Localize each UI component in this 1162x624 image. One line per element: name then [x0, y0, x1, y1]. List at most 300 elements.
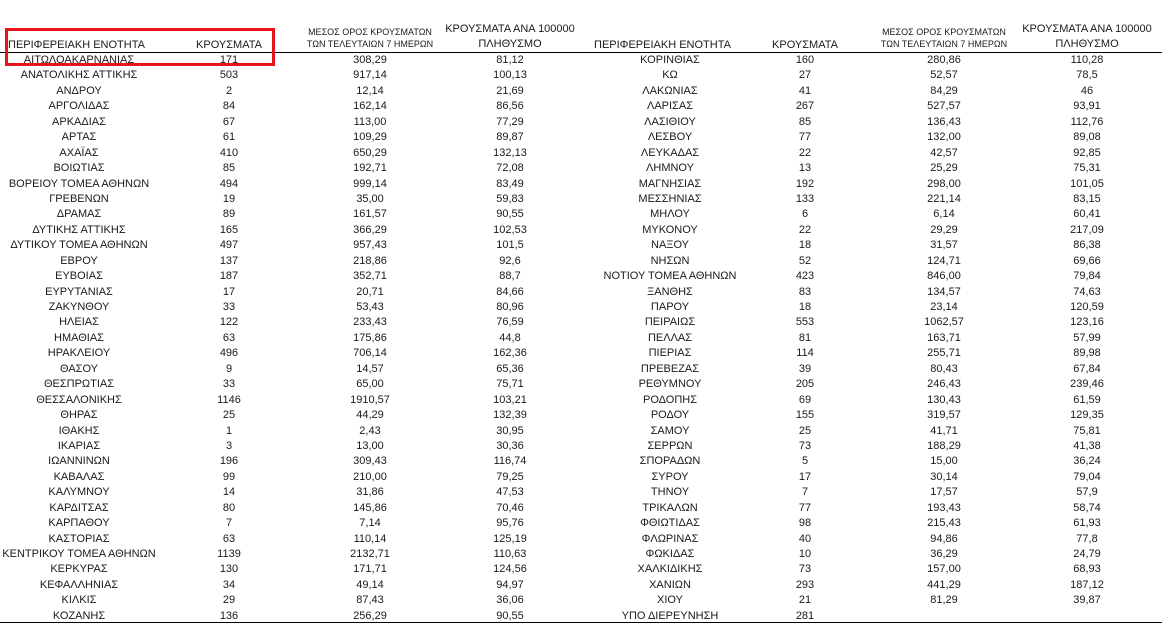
right-region-cell: ΝΟΤΙΟΥ ΤΟΜΕΑ ΑΘΗΝΩΝ: [603, 270, 737, 283]
table-row: [0, 161, 1162, 176]
left-per100k-cell: 162,36: [493, 347, 527, 360]
left-region-cell: ΑΡΤΑΣ: [61, 131, 97, 144]
right-cases-cell: 69: [798, 393, 812, 406]
left-avg7-cell: 210,00: [353, 470, 387, 483]
right-cases-cell: 81: [798, 331, 812, 344]
header-avg-right-line1: ΜΕΣΟΣ ΟΡΟΣ ΚΡΟΥΣΜΑΤΩΝ: [882, 27, 1006, 37]
right-per100k-cell: 69,66: [1073, 254, 1101, 267]
right-avg7-cell: 23,14: [930, 301, 958, 313]
right-region-cell: ΠΕΙΡΑΙΩΣ: [644, 316, 696, 329]
table-row: [0, 593, 1162, 608]
left-per100k-cell: 21,69: [496, 84, 524, 97]
right-avg7-cell: 255,71: [927, 347, 961, 360]
left-region-cell: ΚΕΦΑΛΛΗΝΙΑΣ: [39, 578, 119, 591]
left-avg7-cell: 309,43: [353, 455, 387, 468]
right-cases-cell: 423: [795, 270, 815, 283]
left-avg7-cell: 145,86: [353, 501, 387, 514]
left-region-cell: ΚΕΡΚΥΡΑΣ: [50, 563, 108, 576]
left-region-cell: ΗΡΑΚΛΕΙΟΥ: [47, 347, 111, 360]
left-avg7-cell: 957,43: [353, 239, 387, 252]
left-cases-cell: 196: [219, 455, 239, 468]
left-avg7-cell: 7,14: [359, 517, 381, 530]
left-avg7-cell: 352,71: [353, 270, 387, 283]
header-per100k-left: [440, 22, 580, 52]
left-avg7-cell: 706,14: [353, 347, 387, 360]
right-cases-cell: 85: [798, 115, 812, 128]
left-region-cell: ΒΟΙΩΤΙΑΣ: [53, 162, 105, 175]
left-cases-cell: 1: [225, 424, 233, 437]
right-per100k-cell: 93,91: [1073, 100, 1101, 113]
left-cases-cell: 33: [222, 378, 236, 391]
left-region-cell: ΓΡΕΒΕΝΩΝ: [49, 192, 109, 205]
left-per100k-cell: 30,36: [496, 439, 524, 452]
right-per100k-cell: 61,59: [1073, 393, 1101, 406]
left-cases-cell: 99: [222, 470, 236, 483]
right-cases-cell: 77: [798, 131, 812, 144]
left-per100k-cell: 84,66: [496, 285, 524, 298]
left-per100k-cell: 132,13: [493, 146, 527, 159]
right-avg7-cell: 42,57: [930, 146, 958, 159]
left-avg7-cell: 650,29: [353, 146, 387, 159]
right-region-cell: ΛΑΚΩΝΙΑΣ: [642, 84, 698, 97]
right-region-cell: ΚΟΡΙΝΘΙΑΣ: [640, 54, 700, 66]
right-region-cell: ΤΡΙΚΑΛΩΝ: [642, 501, 698, 514]
left-region-cell: ΗΜΑΘΙΑΣ: [54, 331, 104, 344]
left-cases-cell: 14: [222, 486, 236, 499]
left-region-cell: ΔΥΤΙΚΟΥ ΤΟΜΕΑ ΑΘΗΝΩΝ: [10, 239, 148, 252]
right-cases-cell: 27: [798, 69, 812, 82]
left-cases-cell: 3: [225, 439, 233, 452]
right-avg7-cell: 246,43: [927, 378, 961, 391]
right-region-cell: ΣΠΟΡΑΔΩΝ: [639, 455, 701, 468]
right-region-cell: ΡΕΘΥΜΝΟΥ: [638, 378, 702, 391]
right-per100k-cell: 89,08: [1073, 131, 1101, 144]
left-cases-cell: 34: [222, 578, 236, 591]
left-cases-cell: 33: [222, 301, 236, 313]
right-region-cell: ΠΑΡΟΥ: [650, 301, 690, 313]
right-region-cell: ΛΕΥΚΑΔΑΣ: [640, 146, 700, 159]
left-cases-cell: 410: [219, 146, 239, 159]
right-cases-cell: 5: [801, 455, 809, 468]
right-avg7-cell: 527,57: [927, 100, 961, 113]
left-per100k-cell: 116,74: [493, 455, 527, 468]
right-region-cell: ΤΗΝΟΥ: [650, 486, 690, 499]
left-avg7-cell: 233,43: [353, 316, 387, 329]
right-region-cell: ΛΑΣΙΘΙΟΥ: [644, 115, 696, 128]
right-cases-cell: 155: [795, 409, 815, 422]
table-row: [0, 362, 1162, 377]
right-per100k-cell: 46: [1080, 84, 1094, 97]
table-row: [0, 424, 1162, 439]
left-avg7-cell: 49,14: [356, 578, 384, 591]
left-cases-cell: 80: [222, 501, 236, 514]
left-per100k-cell: 90,55: [496, 208, 524, 221]
left-per100k-cell: 125,19: [493, 532, 527, 545]
left-region-cell: ΚΑΡΔΙΤΣΑΣ: [49, 501, 109, 514]
left-cases-cell: 187: [219, 270, 239, 283]
table-row: [0, 439, 1162, 454]
right-cases-cell: 10: [798, 548, 812, 560]
left-cases-cell: 63: [222, 532, 236, 545]
right-avg7-cell: 15,00: [930, 455, 958, 468]
table-row: [0, 578, 1162, 593]
left-per100k-cell: 101,5: [496, 239, 524, 252]
right-region-cell: ΞΑΝΘΗΣ: [647, 285, 693, 298]
header-per100k-left-line1: ΚΡΟΥΣΜΑΤΑ ΑΝΑ 100000: [445, 23, 575, 35]
right-avg7-cell: 215,43: [927, 517, 961, 530]
left-cases-cell: 171: [219, 54, 239, 66]
right-per100k-cell: 58,74: [1073, 501, 1101, 514]
left-per100k-cell: 100,13: [493, 69, 527, 82]
right-avg7-cell: 441,29: [927, 578, 961, 591]
right-region-cell: ΛΑΡΙΣΑΣ: [646, 100, 693, 113]
right-cases-cell: 41: [798, 84, 812, 97]
left-cases-cell: 1139: [217, 548, 241, 560]
left-avg7-cell: 110,14: [353, 532, 387, 545]
left-avg7-cell: 1910,57: [350, 393, 390, 406]
table-row: [0, 285, 1162, 300]
table-row: [0, 254, 1162, 269]
right-avg7-cell: 193,43: [927, 501, 961, 514]
right-per100k-cell: 75,81: [1073, 424, 1101, 437]
right-per100k-cell: 57,99: [1073, 331, 1101, 344]
left-avg7-cell: 35,00: [356, 192, 384, 205]
left-per100k-cell: 132,39: [493, 409, 527, 422]
right-cases-cell: 281: [795, 609, 815, 622]
right-cases-cell: 133: [795, 192, 815, 205]
left-cases-cell: 136: [219, 609, 239, 622]
right-region-cell: ΜΕΣΣΗΝΙΑΣ: [638, 192, 702, 205]
table-row: [0, 331, 1162, 346]
left-avg7-cell: 13,00: [356, 439, 384, 452]
left-region-cell: ΗΛΕΙΑΣ: [59, 316, 99, 329]
right-per100k-cell: 83,15: [1073, 192, 1101, 205]
table-row: [0, 269, 1162, 284]
right-per100k-cell: 75,31: [1073, 162, 1101, 175]
left-cases-cell: 7: [225, 517, 233, 530]
right-cases-cell: 267: [795, 100, 815, 113]
left-per100k-cell: 90,55: [496, 609, 524, 622]
right-region-cell: ΛΕΣΒΟΥ: [647, 131, 693, 144]
header-avg-right: [874, 26, 1014, 50]
right-cases-cell: 18: [798, 301, 812, 313]
left-avg7-cell: 20,71: [356, 285, 384, 298]
left-avg7-cell: 109,29: [353, 131, 387, 144]
left-region-cell: ΔΥΤΙΚΗΣ ΑΤΤΙΚΗΣ: [32, 223, 126, 236]
header-avg-left: [300, 26, 440, 50]
left-avg7-cell: 256,29: [353, 609, 387, 622]
left-region-cell: ΑΡΚΑΔΙΑΣ: [52, 115, 106, 128]
right-per100k-cell: 112,76: [1070, 115, 1104, 128]
table-row: [0, 223, 1162, 238]
right-per100k-cell: 78,5: [1076, 69, 1098, 82]
right-region-cell: ΡΟΔΟΠΗΣ: [642, 393, 698, 406]
left-cases-cell: 137: [219, 254, 239, 267]
right-cases-cell: 77: [798, 501, 812, 514]
header-avg-left-line1: ΜΕΣΟΣ ΟΡΟΣ ΚΡΟΥΣΜΑΤΩΝ: [308, 27, 432, 37]
right-per100k-cell: 41,38: [1073, 439, 1101, 452]
left-per100k-cell: 102,53: [493, 223, 527, 236]
right-cases-cell: 25: [798, 424, 812, 437]
left-region-cell: ΒΟΡΕΙΟΥ ΤΟΜΕΑ ΑΘΗΝΩΝ: [8, 177, 150, 190]
table-row: [0, 377, 1162, 392]
left-region-cell: ΙΩΑΝΝΙΝΩΝ: [48, 455, 110, 468]
right-cases-cell: 18: [798, 239, 812, 252]
table-row: [0, 485, 1162, 500]
table-row: [0, 315, 1162, 330]
left-per100k-cell: 86,56: [496, 100, 524, 113]
left-cases-cell: 9: [225, 362, 233, 375]
highlight-box: [5, 28, 275, 66]
left-avg7-cell: 175,86: [353, 331, 387, 344]
right-region-cell: ΜΗΛΟΥ: [650, 208, 690, 221]
left-avg7-cell: 308,29: [353, 54, 387, 66]
right-per100k-cell: 74,63: [1073, 285, 1101, 298]
right-avg7-cell: 41,71: [930, 424, 958, 437]
header-per100k-right: [1014, 22, 1160, 52]
right-region-cell: ΣΥΡΟΥ: [651, 470, 689, 483]
header-region-left: ΠΕΡΙΦΕΡΕΙΑΚΗ ΕΝΟΤΗΤΑ: [8, 39, 145, 51]
left-cases-cell: 503: [219, 69, 239, 82]
right-avg7-cell: 157,00: [927, 563, 961, 576]
header-avg-left-line2: ΤΩΝ ΤΕΛΕΥΤΑΙΩΝ 7 ΗΜΕΡΩΝ: [306, 39, 434, 49]
right-per100k-cell: 120,59: [1070, 301, 1104, 313]
left-avg7-cell: 44,29: [356, 409, 384, 422]
left-avg7-cell: 14,57: [356, 362, 384, 375]
left-region-cell: ΙΘΑΚΗΣ: [58, 424, 100, 437]
right-avg7-cell: 136,43: [927, 115, 961, 128]
left-region-cell: ΖΑΚΥΝΘΟΥ: [48, 301, 110, 313]
right-per100k-cell: 24,79: [1073, 548, 1101, 560]
table-row: [0, 177, 1162, 192]
left-avg7-cell: 53,43: [356, 301, 384, 313]
right-per100k-cell: 68,93: [1073, 563, 1101, 576]
left-region-cell: ΚΑΣΤΟΡΙΑΣ: [48, 532, 110, 545]
right-region-cell: ΣΑΜΟΥ: [650, 424, 690, 437]
right-cases-cell: 114: [796, 347, 814, 360]
header-region-right: ΠΕΡΙΦΕΡΕΙΑΚΗ ΕΝΟΤΗΤΑ: [594, 39, 731, 51]
right-avg7-cell: 319,57: [927, 409, 961, 422]
left-region-cell: ΘΕΣΣΑΛΟΝΙΚΗΣ: [36, 393, 122, 406]
left-per100k-cell: 95,76: [496, 517, 524, 530]
table-row: [0, 99, 1162, 114]
right-per100k-cell: 86,38: [1073, 239, 1101, 252]
left-avg7-cell: 2132,71: [350, 548, 390, 560]
right-avg7-cell: 6,14: [933, 208, 955, 221]
left-cases-cell: 84: [222, 100, 236, 113]
right-per100k-cell: 239,46: [1070, 378, 1104, 391]
right-avg7-cell: 94,86: [930, 532, 958, 545]
right-avg7-cell: 132,00: [927, 131, 961, 144]
right-cases-cell: 192: [795, 177, 815, 190]
header-cases-right: ΚΡΟΥΣΜΑΤΑ: [772, 39, 838, 51]
left-per100k-cell: 92,6: [499, 254, 521, 267]
right-per100k-cell: 57,9: [1076, 486, 1098, 499]
left-region-cell: ΚΕΝΤΡΙΚΟΥ ΤΟΜΕΑ ΑΘΗΝΩΝ: [2, 548, 156, 560]
right-cases-cell: 52: [798, 254, 812, 267]
right-avg7-cell: 846,00: [927, 270, 961, 283]
right-avg7-cell: 130,43: [927, 393, 961, 406]
left-cases-cell: 122: [219, 316, 239, 329]
table-row: [0, 84, 1162, 99]
right-avg7-cell: 36,29: [930, 548, 958, 560]
right-region-cell: ΦΛΩΡΙΝΑΣ: [641, 532, 699, 545]
table-row: [0, 547, 1162, 562]
right-per100k-cell: 61,93: [1073, 517, 1101, 530]
table-row: [0, 516, 1162, 531]
left-per100k-cell: 76,59: [496, 316, 524, 329]
right-region-cell: ΡΟΔΟΥ: [650, 409, 690, 422]
left-region-cell: ΑΧΑΪΑΣ: [59, 146, 99, 159]
right-region-cell: ΝΑΞΟΥ: [651, 239, 689, 252]
right-per100k-cell: 79,04: [1073, 470, 1101, 483]
left-avg7-cell: 218,86: [353, 254, 387, 267]
right-avg7-cell: 134,57: [927, 285, 961, 298]
left-cases-cell: 497: [219, 239, 239, 252]
right-region-cell: ΚΩ: [662, 69, 678, 82]
left-avg7-cell: 366,29: [353, 223, 387, 236]
right-cases-cell: 21: [798, 594, 812, 607]
right-per100k-cell: 67,84: [1073, 362, 1101, 375]
right-avg7-cell: 163,71: [927, 331, 961, 344]
left-cases-cell: 165: [219, 223, 239, 236]
table-row: [0, 609, 1162, 624]
right-avg7-cell: 29,29: [930, 223, 958, 236]
left-per100k-cell: 30,95: [496, 424, 524, 437]
left-region-cell: ΚΑΡΠΑΘΟΥ: [48, 517, 110, 530]
table-row: [0, 207, 1162, 222]
right-avg7-cell: 124,71: [927, 254, 961, 267]
left-region-cell: ΕΒΡΟΥ: [60, 254, 98, 267]
left-per100k-cell: 70,46: [496, 501, 524, 514]
left-per100k-cell: 65,36: [496, 362, 524, 375]
right-per100k-cell: 36,24: [1073, 455, 1101, 468]
right-avg7-cell: 221,14: [927, 192, 961, 205]
left-region-cell: ΕΥΒΟΙΑΣ: [55, 270, 103, 283]
left-cases-cell: 25: [222, 409, 236, 422]
right-cases-cell: 98: [798, 517, 812, 530]
right-avg7-cell: 280,86: [927, 54, 961, 66]
table-body: [0, 53, 1162, 624]
left-per100k-cell: 75,71: [496, 378, 524, 391]
right-region-cell: ΠΕΛΛΑΣ: [647, 331, 693, 344]
header-avg-right-line2: ΤΩΝ ΤΕΛΕΥΤΑΙΩΝ 7 ΗΜΕΡΩΝ: [880, 39, 1008, 49]
right-region-cell: ΣΕΡΡΩΝ: [647, 439, 693, 452]
right-region-cell: ΦΘΙΩΤΙΔΑΣ: [640, 517, 700, 530]
left-per100k-cell: 88,7: [499, 270, 521, 283]
left-per100k-cell: 103,21: [493, 393, 527, 406]
left-cases-cell: 67: [222, 115, 236, 128]
left-region-cell: ΘΑΣΟΥ: [59, 362, 99, 375]
left-region-cell: ΚΟΖΑΝΗΣ: [52, 609, 106, 622]
left-cases-cell: 19: [222, 192, 236, 205]
right-region-cell: ΥΠΟ ΔΙΕΡΕΥΝΗΣΗ: [621, 609, 719, 622]
left-avg7-cell: 171,71: [353, 563, 387, 576]
left-region-cell: ΙΚΑΡΙΑΣ: [57, 439, 101, 452]
header-per100k-right-line2: ΠΛΗΘΥΣΜΟ: [1055, 38, 1119, 50]
right-cases-cell: 83: [798, 285, 812, 298]
left-region-cell: ΚΑΒΑΛΑΣ: [53, 470, 105, 483]
right-avg7-cell: 52,57: [930, 69, 958, 82]
right-per100k-cell: 110,28: [1070, 54, 1104, 66]
right-cases-cell: 73: [798, 439, 812, 452]
left-region-cell: ΕΥΡΥΤΑΝΙΑΣ: [45, 285, 113, 298]
header-per100k-right-line1: ΚΡΟΥΣΜΑΤΑ ΑΝΑ 100000: [1022, 23, 1152, 35]
right-cases-cell: 73: [798, 563, 812, 576]
right-region-cell: ΧΑΛΚΙΔΙΚΗΣ: [637, 563, 703, 576]
table-row: [0, 562, 1162, 577]
right-region-cell: ΧΑΝΙΩΝ: [649, 578, 691, 591]
left-per100k-cell: 94,97: [496, 578, 524, 591]
table-row: [0, 146, 1162, 161]
table-row: [0, 532, 1162, 547]
left-avg7-cell: 65,00: [356, 378, 384, 391]
table-row: [0, 130, 1162, 145]
left-avg7-cell: 192,71: [353, 162, 387, 175]
header-cases-left: ΚΡΟΥΣΜΑΤΑ: [196, 39, 262, 51]
left-per100k-cell: 44,8: [499, 331, 521, 344]
right-cases-cell: 17: [798, 470, 812, 483]
table-row: [0, 68, 1162, 83]
right-per100k-cell: 89,98: [1073, 347, 1101, 360]
right-region-cell: ΜΑΓΝΗΣΙΑΣ: [638, 177, 702, 190]
right-region-cell: ΧΙΟΥ: [657, 594, 683, 607]
right-per100k-cell: 187,12: [1070, 578, 1104, 591]
right-avg7-cell: 298,00: [927, 177, 961, 190]
left-cases-cell: 1146: [217, 393, 241, 406]
left-per100k-cell: 59,83: [496, 192, 524, 205]
table-row: [0, 238, 1162, 253]
right-per100k-cell: 101,05: [1070, 177, 1104, 190]
left-region-cell: ΑΝΑΤΟΛΙΚΗΣ ΑΤΤΙΚΗΣ: [20, 69, 138, 82]
right-cases-cell: 7: [801, 486, 809, 499]
table-row: [0, 300, 1162, 315]
right-region-cell: ΝΗΣΩΝ: [650, 254, 690, 267]
left-cases-cell: 61: [222, 131, 236, 144]
right-region-cell: ΦΩΚΙΔΑΣ: [645, 548, 695, 560]
right-per100k-cell: 60,41: [1073, 208, 1101, 221]
left-cases-cell: 29: [222, 594, 236, 607]
right-avg7-cell: 25,29: [930, 162, 958, 175]
left-region-cell: ΘΗΡΑΣ: [60, 409, 98, 422]
left-avg7-cell: 999,14: [353, 177, 387, 190]
right-cases-cell: 293: [795, 578, 815, 591]
left-cases-cell: 85: [222, 162, 236, 175]
left-cases-cell: 2: [225, 84, 233, 97]
right-avg7-cell: 84,29: [930, 84, 958, 97]
right-region-cell: ΜΥΚΟΝΟΥ: [642, 223, 698, 236]
right-cases-cell: 205: [795, 378, 815, 391]
right-region-cell: ΛΗΜΝΟΥ: [646, 162, 694, 175]
right-per100k-cell: 77,8: [1076, 532, 1098, 545]
right-cases-cell: 13: [798, 162, 812, 175]
right-cases-cell: 40: [798, 532, 812, 545]
left-cases-cell: 496: [219, 347, 239, 360]
right-avg7-cell: 80,43: [930, 362, 958, 375]
right-cases-cell: 553: [795, 316, 815, 329]
left-avg7-cell: 2,43: [359, 424, 381, 437]
left-per100k-cell: 83,49: [496, 177, 524, 190]
left-per100k-cell: 79,25: [496, 470, 524, 483]
right-avg7-cell: 30,14: [930, 470, 958, 483]
left-per100k-cell: 81,12: [496, 54, 524, 66]
left-region-cell: ΑΡΓΟΛΙΔΑΣ: [48, 100, 110, 113]
table-row: [0, 501, 1162, 516]
left-per100k-cell: 77,29: [496, 115, 524, 128]
left-region-cell: ΚΙΛΚΙΣ: [61, 594, 97, 607]
left-per100k-cell: 110,63: [493, 548, 527, 560]
left-per100k-cell: 47,53: [496, 486, 524, 499]
